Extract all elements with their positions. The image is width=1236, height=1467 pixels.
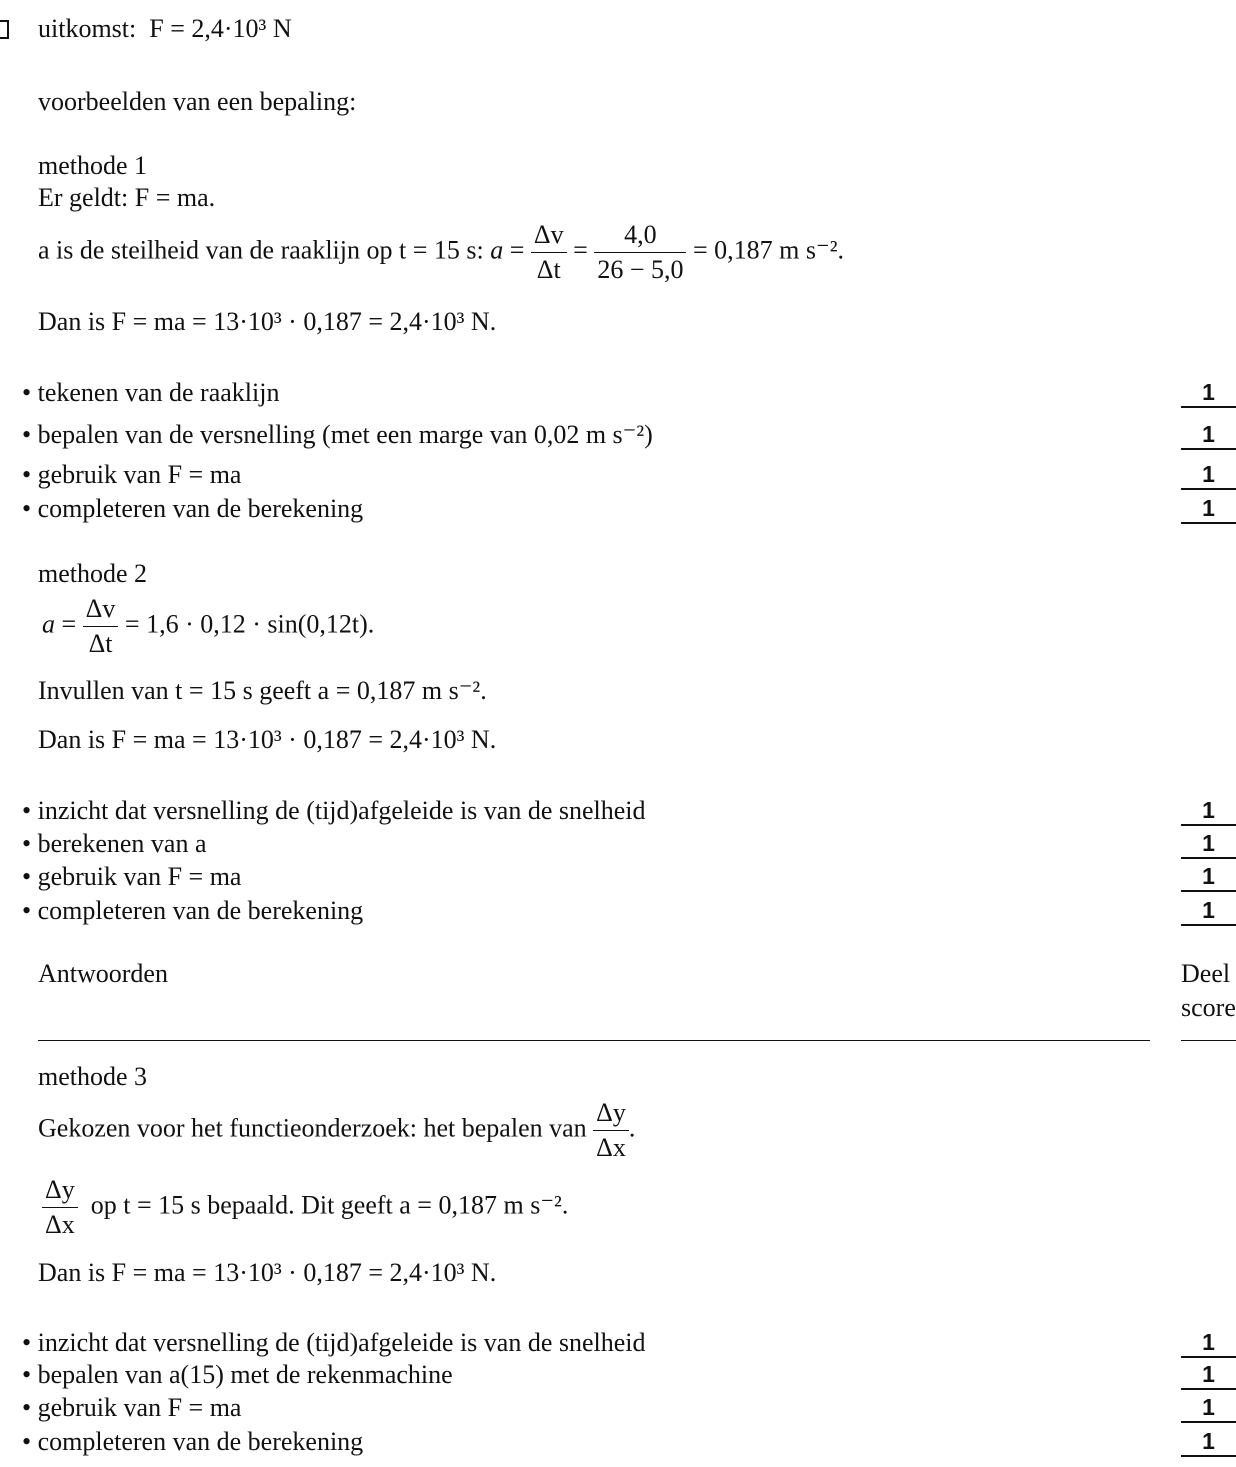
method1-heading: methode 1 [38, 151, 148, 180]
method2-criterion: • completeren van de berekening [22, 896, 364, 925]
uitkomst-line: uitkomst: F = 2,4·10³ N [38, 14, 292, 43]
header-answers: Antwoorden [38, 959, 168, 988]
checkbox[interactable] [0, 20, 9, 39]
method2-heading: methode 2 [38, 559, 148, 588]
method1-line1: Er geldt: F = ma. [38, 183, 216, 212]
dy-dx-fraction: $\frac{\Delta y}{\Delta x}$ [593, 1100, 629, 1161]
dv-dt-fraction: $\frac{\Delta v}{\Delta t}$ [531, 222, 567, 283]
method1-criterion: • tekenen van de raaklijn [22, 378, 280, 407]
score-cell: 1 [1181, 381, 1236, 408]
method1-criterion: • gebruik van F = ma [22, 460, 242, 489]
method2-criterion: • berekenen van a [22, 829, 207, 858]
dy-dx-fraction: $\frac{\Delta y}{\Delta x}$ [42, 1177, 78, 1238]
score-cell: 1 [1181, 1363, 1236, 1390]
method2-line3: Dan is F = ma = 13·10³ · 0,187 = 2,4·10³ N. [38, 725, 497, 754]
method3-line2: $\frac{\Delta y}{\Delta x}$ op t = 15 s bepaald. Dit geeft a = 0,187 m s⁻². [42, 1177, 568, 1238]
header-rule [38, 1040, 1150, 1041]
score-cell: 1 [1181, 1430, 1236, 1457]
method3-criterion: • completeren van de berekening [22, 1427, 364, 1456]
score-cell: 1 [1181, 1331, 1236, 1358]
method1-criterion: • completeren van de berekening [22, 494, 364, 523]
method2-line2: Invullen van t = 15 s geeft a = 0,187 m s⁻². [38, 676, 487, 705]
method3-criterion: • gebruik van F = ma [22, 1393, 242, 1422]
score-cell: 1 [1181, 423, 1236, 450]
score-cell: 1 [1181, 832, 1236, 859]
method3-line3: Dan is F = ma = 13·10³ · 0,187 = 2,4·10³ N. [38, 1258, 497, 1287]
method2-line1: a = $\frac{\Delta v}{\Delta t}$ = 1,6 · 0,12 · sin(0,12t). [42, 594, 375, 658]
score-cell: 1 [1181, 799, 1236, 826]
uitkomst-value: F = 2,4·10³ N [149, 14, 292, 43]
method3-heading: methode 3 [38, 1062, 148, 1091]
numeric-fraction: $\frac{4,0}{26 - 5,0}$ [594, 222, 686, 283]
score-cell: 1 [1181, 497, 1236, 524]
method1-line3: Dan is F = ma = 13·10³ · 0,187 = 2,4·10³ N. [38, 307, 497, 336]
score-cell: 1 [1181, 463, 1236, 490]
header-rule-score [1181, 1040, 1236, 1041]
method2-criterion: • gebruik van F = ma [22, 862, 242, 891]
examples-heading: voorbeelden van een bepaling: [38, 87, 357, 116]
dv-dt-fraction: $\frac{\Delta v}{\Delta t}$ [83, 596, 119, 657]
method3-line1: Gekozen voor het functieonderzoek: het bepalen van $\frac{\Delta y}{\Delta x}$ . [38, 1098, 636, 1162]
score-cell: 1 [1181, 1396, 1236, 1423]
score-cell: 1 [1181, 865, 1236, 892]
method3-criterion: • inzicht dat versnelling de (tijd)afgeleide is van de snelheid [22, 1328, 646, 1357]
header-score-line2: score [1181, 993, 1236, 1022]
method3-criterion: • bepalen van a(15) met de rekenmachine [22, 1360, 453, 1389]
method1-criterion: • bepalen van de versnelling (met een marge van 0,02 m s⁻²) [22, 420, 653, 449]
method1-line2: a is de steilheid van de raaklijn op t = 15 s: a = $\frac{\Delta v}{\Delta t}$ = $\frac{4,0}{26 - 5,0}$ = 0,187 m s⁻². [38, 220, 845, 284]
score-cell: 1 [1181, 899, 1236, 926]
header-score-line1: Deel [1181, 959, 1231, 988]
method2-criterion: • inzicht dat versnelling de (tijd)afgeleide is van de snelheid [22, 796, 646, 825]
